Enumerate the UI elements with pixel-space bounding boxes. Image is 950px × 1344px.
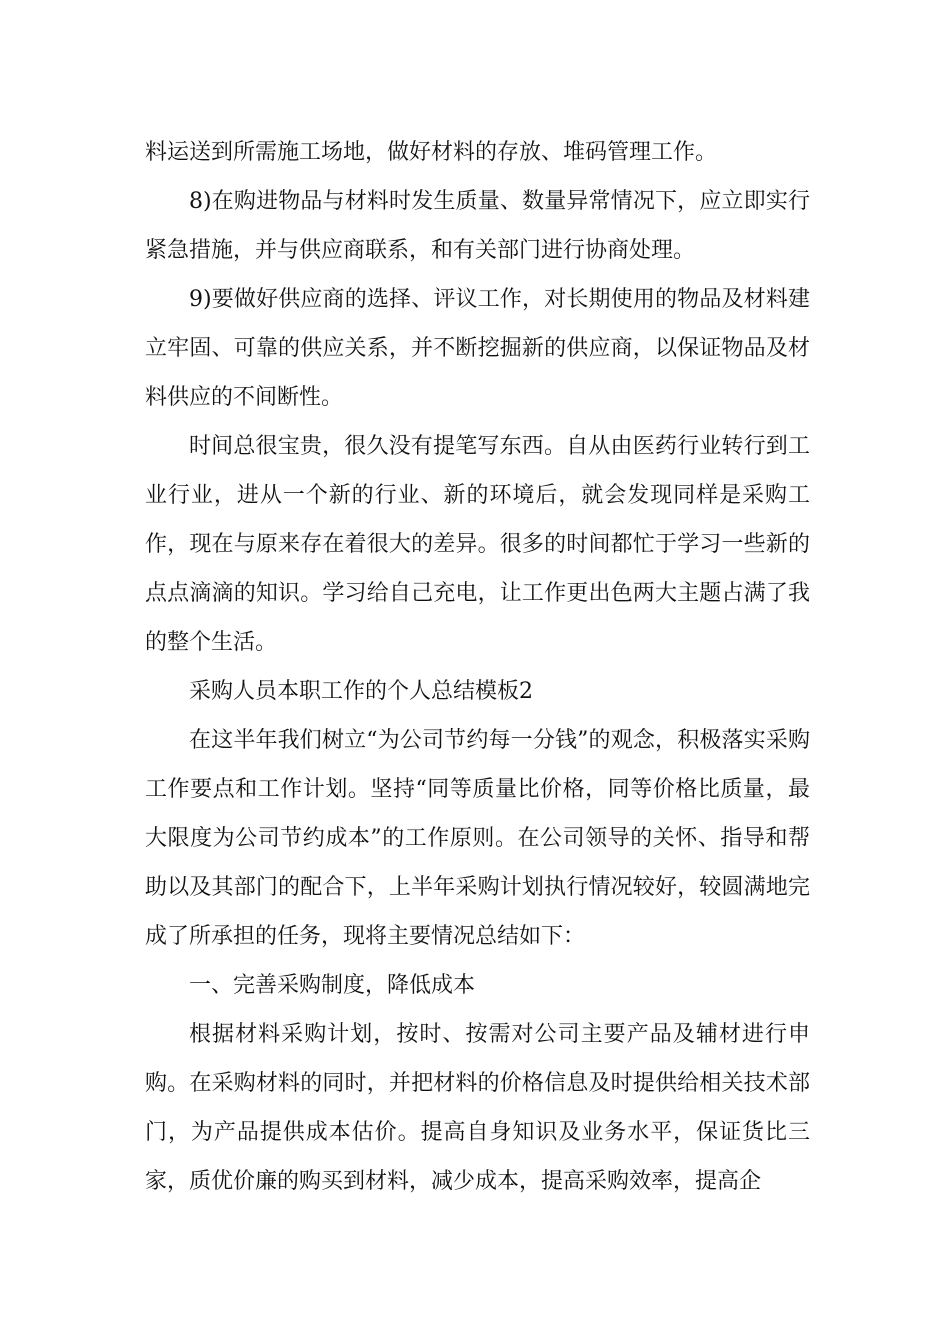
paragraph-continuation: 料运送到所需施工场地，做好材料的存放、堆码管理工作。	[145, 140, 718, 165]
section-heading-template-2: 采购人员本职工作的个人总结模板2	[189, 679, 533, 704]
subheading-improve-procurement: 一、完善采购制度，降低成本	[189, 973, 476, 998]
paragraph-reflection: 时间总很宝贵，很久没有提笔写东西。自从由医药行业转行到工业行业，进从一个新的行业、新的环境后，就会发现同样是采购工作，现在与原来存在着很大的差异。很多的时间都忙于学习一些新的点点滴滴的知识。学习给自己充电，让工作更出色两大主题占满了我的整个生活。	[145, 434, 810, 655]
paragraph-item-8: 8)在购进物品与材料时发生质量、数量异常情况下，应立即实行紧急措施，并与供应商联系，和有关部门进行协商处理。	[145, 189, 810, 263]
paragraph-half-year-summary: 在这半年我们树立“为公司节约每一分钱”的观念，积极落实采购工作要点和工作计划。坚持“同等质量比价格，同等价格比质量，最大限度为公司节约成本”的工作原则。在公司领导的关怀、指导和帮助以及其部门的配合下，上半年采购计划执行情况较好，较圆满地完成了所承担的任务，现将主要情况总结如下：	[145, 728, 810, 949]
paragraph-item-9: 9)要做好供应商的选择、评议工作，对长期使用的物品及材料建立牢固、可靠的供应关系，并不断挖掘新的供应商，以保证物品及材料供应的不间断性。	[145, 287, 810, 410]
document-body	[145, 128, 810, 1206]
paragraph-procurement-plan: 根据材料采购计划，按时、按需对公司主要产品及辅材进行申购。在采购材料的同时，并把材料的价格信息及时提供给相关技术部门，为产品提供成本估价。提高自身知识及业务水平，保证货比三家，质优价廉的购买到材料，减少成本，提高采购效率，提高企	[145, 1022, 810, 1194]
